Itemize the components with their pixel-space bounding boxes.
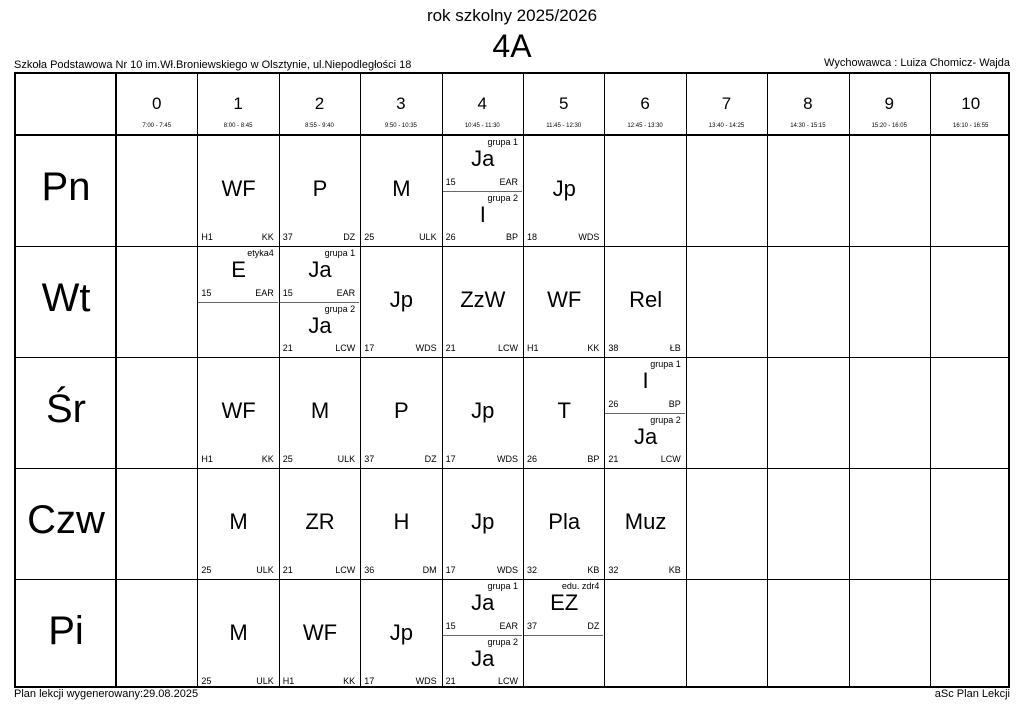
class-name: 4A: [492, 28, 532, 64]
subject-label: I: [479, 201, 486, 227]
period-time: 13:40 - 14:25: [708, 123, 745, 129]
period-time: 9:50 - 10:35: [384, 123, 417, 129]
group-divider: [443, 635, 522, 636]
lesson-cell: [198, 135, 278, 246]
room-number: 36: [364, 565, 375, 575]
lesson-cell: [280, 357, 360, 468]
column-divider: [849, 74, 850, 686]
subject-label: Jp: [552, 175, 576, 201]
room-number: 17: [364, 676, 375, 686]
period-time: 7:00 - 7:45: [142, 123, 172, 129]
room-number: 15: [282, 287, 293, 298]
lesson-cell: [198, 246, 278, 302]
subject-label: Ja: [633, 423, 658, 449]
lesson-cell: [443, 191, 523, 247]
teacher-code: EAR: [499, 176, 518, 187]
room-number: 18: [527, 232, 538, 242]
subject-label: H: [393, 508, 410, 534]
lesson-cell: [443, 135, 523, 191]
column-divider: [930, 74, 931, 686]
period-time: 12:45 - 13:30: [627, 123, 663, 129]
subject-label: T: [557, 397, 571, 423]
room-number: 21: [608, 454, 619, 464]
lesson-cell: [443, 468, 523, 579]
teacher-code: KK: [261, 454, 274, 464]
column-divider: [686, 74, 687, 686]
room-number: H1: [282, 676, 295, 686]
room-number: 17: [364, 343, 375, 353]
teacher-code: LCW: [660, 454, 681, 464]
period-time: 8:00 - 8:45: [223, 123, 253, 129]
group-divider: [280, 302, 359, 303]
subject-label: M: [392, 175, 411, 201]
lesson-cell: [605, 468, 685, 579]
subject-label: Rel: [629, 286, 663, 312]
room-number: 37: [527, 620, 538, 631]
period-number: 1: [233, 94, 243, 113]
lesson-cell: [361, 135, 441, 246]
period-number: 6: [640, 94, 650, 113]
lesson-cell: [361, 579, 441, 690]
column-divider: [767, 74, 768, 686]
room-number: 26: [445, 232, 456, 242]
subject-label: I: [642, 368, 649, 393]
group-label: edu. zdr4: [561, 581, 600, 591]
period-number: 9: [884, 94, 895, 113]
subject-label: M: [229, 619, 248, 645]
room-number: 32: [527, 565, 538, 575]
subject-label: Ja: [471, 590, 495, 615]
subject-label: M: [229, 508, 248, 534]
period-number: 10: [961, 94, 981, 113]
subject-label: Ja: [471, 645, 495, 671]
period-number: 2: [314, 94, 325, 113]
room-number: H1: [527, 343, 539, 353]
teacher-code: LCW: [335, 565, 356, 575]
teacher-code: EAR: [255, 287, 274, 298]
period-time: 16:10 - 16:55: [953, 123, 989, 129]
group-label: grupa 1: [487, 137, 518, 147]
school-name: Szkoła Podstawowa Nr 10 im.Wł.Broniewskiego w Olsztynie, ul.Niepodległości 18: [14, 59, 412, 71]
teacher-code: LCW: [335, 343, 356, 353]
room-number: 17: [445, 454, 456, 464]
lesson-cell: [443, 579, 523, 635]
teacher-code: DM: [422, 565, 437, 575]
period-number: 8: [803, 94, 813, 113]
lesson-cell: [280, 246, 360, 302]
lesson-cell: [280, 579, 360, 690]
teacher-code: KB: [587, 565, 600, 575]
group-label: grupa 2: [650, 414, 681, 425]
day-label: Wt: [41, 276, 91, 320]
subject-label: E: [231, 257, 246, 282]
room-number: 25: [364, 232, 375, 242]
period-number: 7: [721, 94, 732, 113]
subject-label: ZR: [305, 508, 335, 534]
lesson-cell: [605, 357, 685, 413]
day-label: Pi: [48, 609, 84, 653]
lesson-cell: [198, 579, 278, 690]
lesson-cell: [361, 468, 441, 579]
room-number: 15: [445, 176, 456, 187]
period-time: 15:20 - 16:05: [871, 123, 907, 129]
group-label: grupa 1: [487, 581, 518, 591]
room-number: 21: [282, 343, 293, 353]
room-number: 21: [282, 565, 293, 575]
room-number: H1: [201, 232, 213, 242]
lesson-cell: [605, 246, 685, 357]
lesson-cell: [198, 468, 278, 579]
subject-label: Jp: [471, 508, 495, 534]
room-number: 37: [282, 232, 293, 242]
homeroom-teacher: Wychowawca : Luiza Chomicz- Wajda: [824, 57, 1010, 69]
period-number: 0: [151, 94, 162, 113]
subject-label: P: [394, 397, 409, 423]
teacher-code: KB: [668, 565, 681, 575]
teacher-code: DZ: [343, 232, 356, 242]
lesson-cell: [198, 357, 278, 468]
lesson-cell: [524, 468, 604, 579]
lesson-cell: [361, 246, 441, 357]
subject-label: M: [310, 397, 330, 423]
group-divider: [443, 191, 522, 192]
period-number: 5: [558, 94, 569, 113]
group-label: etyka4: [247, 248, 274, 258]
subject-label: ZzW: [460, 286, 506, 312]
subject-label: P: [312, 175, 328, 201]
subject-label: Ja: [471, 146, 495, 171]
subject-label: WF: [547, 286, 582, 312]
subject-label: Ja: [308, 312, 332, 338]
room-number: 26: [527, 454, 538, 464]
subject-label: WF: [302, 619, 338, 645]
subject-label: WF: [221, 397, 256, 423]
group-label: grupa 2: [324, 303, 356, 314]
period-number: 3: [396, 94, 406, 113]
teacher-code: WDS: [496, 454, 518, 464]
teacher-code: KK: [587, 343, 600, 353]
room-number: 25: [201, 676, 212, 686]
teacher-code: ŁB: [669, 343, 681, 353]
group-label: grupa 2: [487, 636, 518, 647]
software-name: aSc Plan Lekcji: [934, 688, 1010, 700]
period-number: 4: [477, 94, 488, 113]
teacher-code: WDS: [415, 343, 437, 353]
room-number: H1: [201, 454, 213, 464]
teacher-code: KK: [343, 676, 356, 686]
teacher-code: ULK: [256, 565, 274, 575]
group-label: grupa 1: [650, 359, 681, 369]
teacher-code: WDS: [415, 676, 437, 686]
group-label: grupa 1: [324, 248, 356, 258]
subject-label: WF: [221, 175, 256, 201]
day-label: Pn: [41, 165, 91, 209]
teacher-code: EAR: [336, 287, 356, 298]
lesson-cell: [280, 135, 360, 246]
subject-label: Ja: [308, 257, 332, 282]
teacher-code: ULK: [419, 232, 437, 242]
lesson-cell: [280, 302, 360, 358]
period-time: 11:45 - 12:30: [546, 123, 582, 129]
teacher-code: DZ: [424, 454, 437, 464]
subject-label: Muz: [624, 508, 667, 534]
day-label: Śr: [46, 387, 86, 431]
subject-label: Jp: [389, 286, 413, 312]
subject-label: Jp: [389, 619, 413, 645]
group-divider: [524, 635, 603, 636]
generated-date: Plan lekcji wygenerowany:29.08.2025: [14, 688, 199, 700]
room-number: 32: [608, 565, 619, 575]
room-number: 21: [445, 676, 456, 686]
teacher-code: WDS: [496, 565, 518, 575]
group-divider: [605, 413, 684, 414]
room-number: 26: [608, 398, 619, 409]
day-label: Czw: [27, 498, 105, 542]
lesson-cell: [524, 579, 604, 635]
period-time: 8:55 - 9:40: [305, 123, 334, 129]
period-time: 14:30 - 15:15: [790, 123, 826, 129]
group-label: grupa 2: [487, 192, 518, 203]
teacher-code: BP: [587, 454, 600, 464]
lesson-cell: [524, 135, 604, 246]
teacher-code: KK: [261, 232, 274, 242]
teacher-code: BP: [668, 398, 681, 409]
schedule-title: rok szkolny 2025/2026: [426, 6, 598, 25]
lesson-cell: [361, 357, 441, 468]
lesson-cell: [605, 413, 685, 469]
subject-label: Jp: [471, 397, 495, 423]
room-number: 17: [445, 565, 456, 575]
subject-label: Pla: [548, 508, 581, 534]
timetable-grid: [14, 72, 1010, 688]
room-number: 15: [201, 287, 212, 298]
room-number: 21: [445, 343, 456, 353]
lesson-cell: [524, 246, 604, 357]
subject-label: EZ: [550, 590, 579, 615]
room-number: 37: [364, 454, 375, 464]
lesson-cell: [443, 635, 523, 691]
lesson-cell: [443, 357, 523, 468]
teacher-code: ULK: [337, 454, 356, 464]
teacher-code: WDS: [578, 232, 600, 242]
room-number: 25: [282, 454, 293, 464]
teacher-code: ULK: [256, 676, 274, 686]
teacher-code: EAR: [499, 620, 518, 631]
room-number: 25: [201, 565, 212, 575]
room-number: 38: [608, 343, 619, 353]
teacher-code: DZ: [587, 620, 600, 631]
lesson-cell: [443, 246, 523, 357]
period-time: 10:45 - 11:30: [464, 123, 500, 129]
room-number: 15: [445, 620, 456, 631]
teacher-code: BP: [505, 232, 518, 242]
teacher-code: LCW: [497, 676, 518, 686]
teacher-code: LCW: [497, 343, 518, 353]
lesson-cell: [524, 357, 604, 468]
lesson-cell: [280, 468, 360, 579]
group-divider: [198, 302, 277, 303]
